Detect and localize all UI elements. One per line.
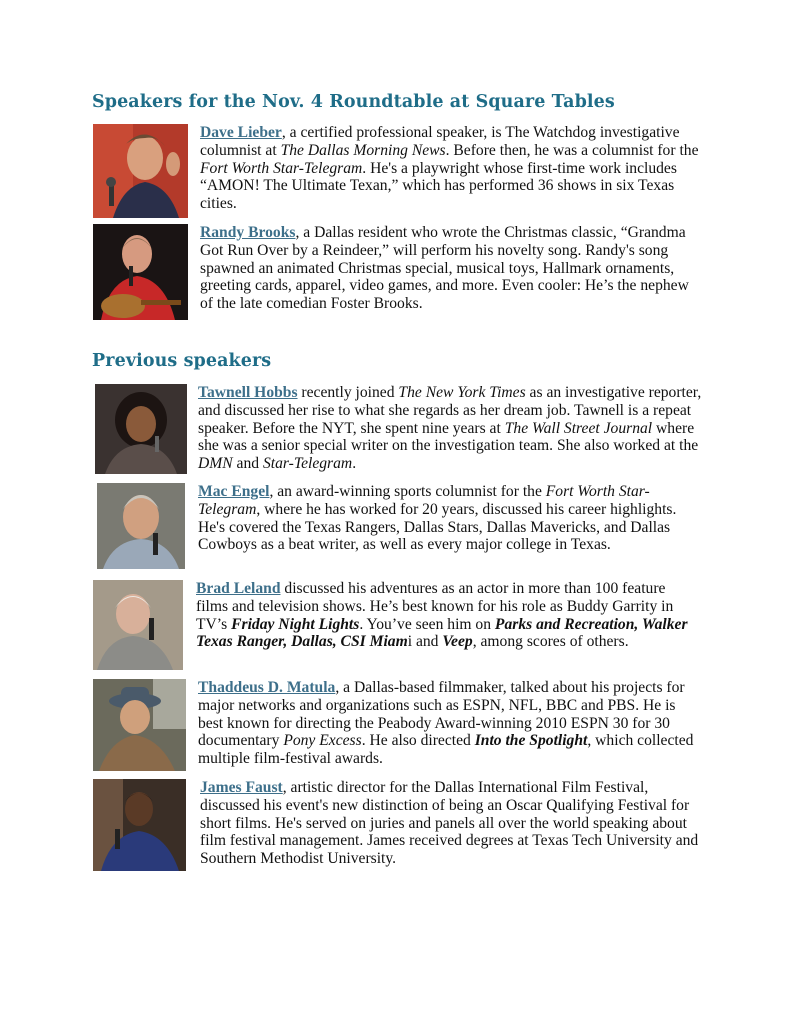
section-heading-previous: Previous speakers [92,351,272,371]
speaker-link-randy-brooks[interactable]: Randy Brooks [200,224,296,241]
speaker-entry-tawnell-hobbs [95,384,705,476]
speaker-entry-thaddeus-matula [93,679,703,773]
speaker-bio: James Faust, artistic director for the Dallas International Film Festival, discussed his event's new distinction of being an Oscar Qualifying Festival for short films. He's served on juries and panels all over the world speaking about film festival management. James received degrees at Texas Tech University and Southern Methodist University. [200,779,699,868]
speaker-link-mac-engel[interactable]: Mac Engel [198,483,270,500]
speaker-photo-icon [93,124,188,218]
speaker-link-brad-leland[interactable]: Brad Leland [196,580,281,597]
speaker-link-dave-lieber[interactable]: Dave Lieber [200,124,282,141]
speaker-entry-brad-leland [93,580,703,672]
speaker-bio: Thaddeus D. Matula, a Dallas-based filmmaker, talked about his projects for major networks and organizations such as ESPN, NFL, BBC and PBS. He is best known for directing the Peabody Award-winning 2010 ESPN 30 for 30 documentary Pony Excess. He also directed Into the Spotlight, which collected multiple film-festival awards. [198,679,694,768]
speaker-photo-icon [93,679,186,771]
speaker-link-thaddeus-matula[interactable]: Thaddeus D. Matula [198,679,336,696]
speaker-bio: Dave Lieber, a certified professional speaker, is The Watchdog investigative columnist at The Dallas Morning News. Before then, he was a columnist for the Fort Worth Star-Telegram. He's a playwright whose first-time work includes “AMON! The Ultimate Texan,” which has performed 36 shows in six Texas cities. [200,124,699,213]
speaker-photo-icon [97,483,185,569]
speaker-link-tawnell-hobbs[interactable]: Tawnell Hobbs [198,384,298,401]
speaker-photo-icon [93,580,183,670]
speaker-link-james-faust[interactable]: James Faust [200,779,283,796]
speaker-photo-icon [95,384,187,474]
section-heading-current: Speakers for the Nov. 4 Roundtable at Square Tables [92,92,615,112]
speaker-bio: Brad Leland discussed his adventures as an actor in more than 100 feature films and television shows. He’s best known for his role as Buddy Garrity in TV’s Friday Night Lights. You’ve seen him on Parks and Recreation, Walker Texas Ranger, Dallas, CSI Miami and Veep, among scores of others. [196,580,688,651]
speaker-photo-icon [93,779,186,871]
speaker-photo-icon [93,224,188,320]
speaker-entry-james-faust [93,779,703,873]
speaker-entry-randy-brooks [93,224,703,322]
speaker-bio: Tawnell Hobbs recently joined The New York Times as an investigative reporter, and discussed her rise to what she regards as her dream job. Tawnell is a repeat speaker. Before the NYT, she spent nine years at The Wall Street Journal where she was a senior special writer on the investigation team. She also worked at the DMN and Star-Telegram. [198,384,702,473]
speaker-bio: Randy Brooks, a Dallas resident who wrote the Christmas classic, “Grandma Got Run Over by a Reindeer,” will perform his novelty song. Randy's song spawned an animated Christmas special, musical toys, Hallmark ornaments, greeting cards, apparel, video games, and more. Even cooler: He’s the nephew of the late comedian Foster Brooks. [200,224,689,313]
speaker-entry-mac-engel [97,483,707,571]
speaker-entry-dave-lieber [93,124,703,220]
speaker-bio: Mac Engel, an award-winning sports columnist for the Fort Worth Star-Telegram, where he has worked for 20 years, discussed his career highlights. He's covered the Texas Rangers, Dallas Stars, Dallas Mavericks, and Dallas Cowboys as a beat writer, as well as every major college in Texas. [198,483,677,554]
